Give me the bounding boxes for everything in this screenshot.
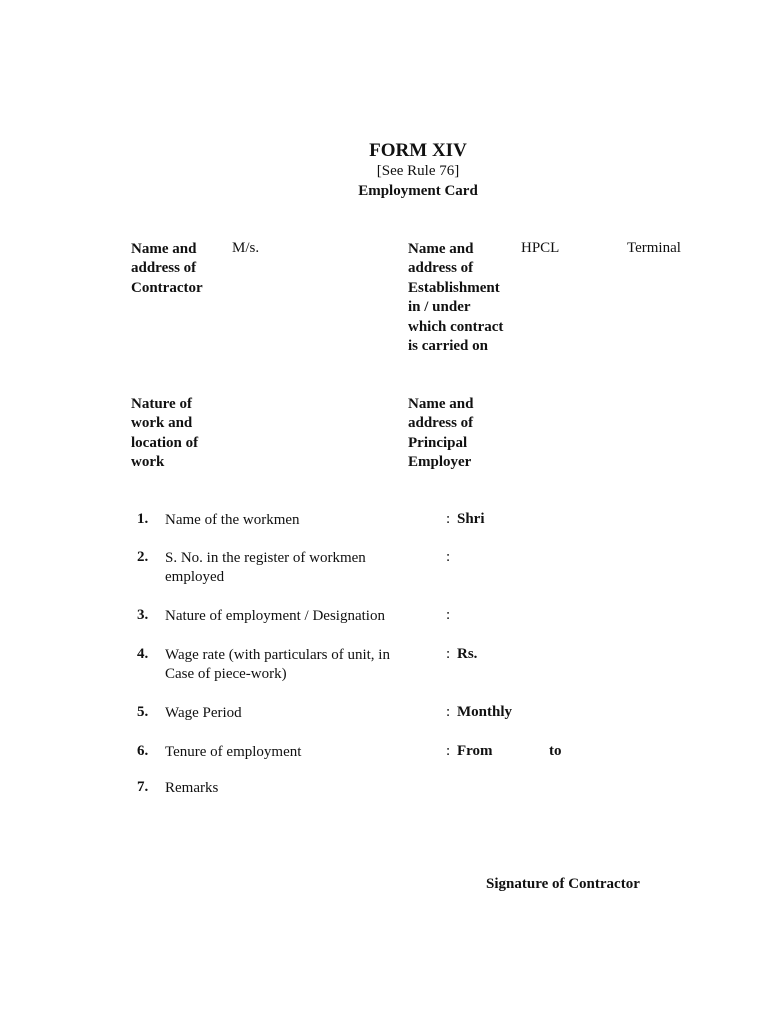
item-colon: : [446, 743, 451, 759]
item-number: 5. [137, 704, 149, 720]
item-label: Remarks [165, 780, 219, 796]
item-value: Rs. [457, 646, 478, 662]
establishment-value-hpcl: HPCL [521, 240, 560, 256]
item-label: Name of the workmen [165, 512, 300, 528]
signature-label: Signature of Contractor [486, 876, 640, 892]
item-colon: : [446, 646, 451, 662]
contractor-label: Name and address of Contractor [131, 241, 203, 296]
item-number: 6. [137, 743, 149, 759]
item-value-to: to [549, 743, 562, 759]
item-number: 7. [137, 779, 149, 795]
establishment-value-terminal: Terminal [627, 240, 681, 256]
item-number: 1. [137, 511, 149, 527]
item-value-from: From [457, 743, 493, 759]
item-colon: : [446, 511, 451, 527]
item-label: Wage rate (with particulars of unit, in Case of piece-work) [165, 647, 390, 683]
item-label: S. No. in the register of workmen employed [165, 550, 366, 586]
form-title: FORM XIV [369, 140, 467, 161]
establishment-label: Name and address of Establishment in / under which contract is carried on [408, 241, 504, 355]
item-number: 3. [137, 607, 149, 623]
item-value: Monthly [457, 704, 513, 720]
card-title: Employment Card [358, 183, 478, 199]
rule-reference: [See Rule 76] [376, 163, 460, 179]
principal-employer-label: Name and address of Principal Employer [408, 396, 474, 471]
item-number: 4. [137, 646, 149, 662]
item-colon: : [446, 607, 451, 623]
contractor-value: M/s. [232, 240, 260, 256]
work-label: Nature of work and location of work [131, 396, 199, 471]
item-label: Wage Period [165, 705, 242, 721]
item-label: Tenure of employment [165, 744, 302, 760]
item-number: 2. [137, 549, 149, 565]
item-value: Shri [457, 511, 485, 527]
item-colon: : [446, 704, 451, 720]
item-label: Nature of employment / Designation [165, 608, 385, 624]
item-colon: : [446, 549, 451, 565]
